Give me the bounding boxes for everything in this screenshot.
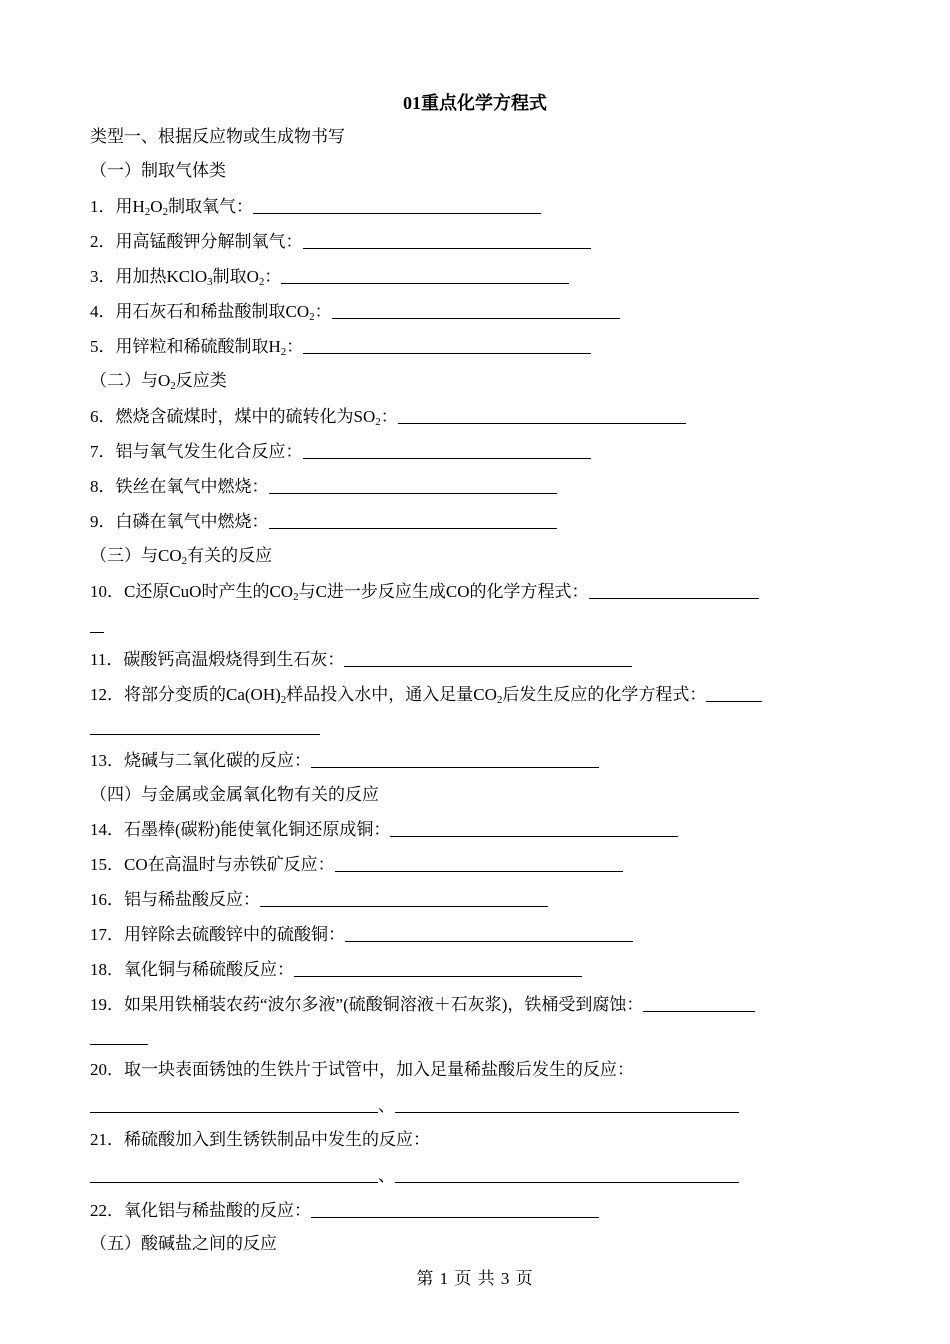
answer-blank[interactable] [90,1092,378,1113]
answer-blank[interactable] [311,1197,599,1218]
question-20-answers: 、 [90,1092,865,1119]
answer-blank[interactable] [269,508,557,529]
page-title: 01重点化学方程式 [403,93,547,113]
question-11: 11．碳酸钙高温煅烧得到生石灰： [90,646,865,673]
answer-blank[interactable] [311,747,599,768]
type-heading: 类型一、根据反应物或生成物书写 [90,127,345,146]
answer-blank[interactable] [706,681,762,702]
answer-blank[interactable] [90,612,104,633]
section-heading-5: （五）酸碱盐之间的反应 [90,1234,277,1253]
question-1: 1．用$H_2O_2$制取氧气： [90,193,865,225]
answer-blank[interactable] [269,473,557,494]
question-13: 13．烧碱与二氧化碳的反应： [90,747,865,774]
page-footer: 第 1 页 共 3 页 [416,1269,534,1288]
section-heading-1: （一）制取气体类 [90,161,226,180]
answer-blank[interactable] [643,991,755,1012]
answer-blank[interactable] [332,298,620,319]
question-18: 18．氧化铜与稀硫酸反应： [90,956,865,983]
question-20: 20．取一块表面锈蚀的生铁片于试管中，加入足量稀盐酸后发生的反应： [90,1060,634,1079]
section-heading-4: （四）与金属或金属氧化物有关的反应 [90,785,379,804]
answer-blank[interactable] [90,714,320,735]
answer-blank[interactable] [395,1162,739,1183]
question-6: 6．燃烧含硫煤时，煤中的硫转化为$SO_2$： [90,403,865,435]
answer-blank[interactable] [589,578,759,599]
answer-blank[interactable] [260,886,548,907]
question-4: 4．用石灰石和稀盐酸制取$CO_2$： [90,298,865,330]
question-12-continuation [90,714,865,741]
answer-blank[interactable] [281,263,569,284]
answer-blank[interactable] [303,438,591,459]
answer-blank[interactable] [253,193,541,214]
question-8: 8．铁丝在氧气中燃烧： [90,473,865,500]
question-17: 17．用锌除去硫酸锌中的硫酸铜： [90,921,865,948]
section-heading-2: （二）与$O_2$反应类 [90,371,227,392]
question-19: 19．如果用铁桶装农药“波尔多液”(硫酸铜溶液＋石灰浆)，铁桶受到腐蚀： [90,991,865,1018]
question-15: 15．CO在高温时与赤铁矿反应： [90,851,865,878]
answer-blank[interactable] [390,816,678,837]
question-16: 16．铝与稀盐酸反应： [90,886,865,913]
answer-blank[interactable] [90,1162,378,1183]
question-21-answers: 、 [90,1162,865,1189]
question-19-continuation [90,1024,865,1051]
answer-blank[interactable] [303,333,591,354]
question-9: 9．白磷在氧气中燃烧： [90,508,865,535]
question-2: 2．用高锰酸钾分解制氧气： [90,228,865,255]
question-14: 14．石墨棒(碳粉)能使氧化铜还原成铜： [90,816,865,843]
question-10-continuation [90,612,865,639]
question-5: 5．用锌粒和稀硫酸制取$H_2$： [90,333,865,365]
answer-blank[interactable] [294,956,582,977]
answer-blank[interactable] [303,228,591,249]
question-22: 22．氧化铝与稀盐酸的反应： [90,1197,865,1224]
answer-blank[interactable] [90,1024,148,1045]
answer-blank[interactable] [395,1092,739,1113]
question-3: 3．用加热KClO$_3$制取$O_2$： [90,263,865,295]
question-7: 7．铝与氧气发生化合反应： [90,438,865,465]
answer-blank[interactable] [344,646,632,667]
answer-blank[interactable] [345,921,633,942]
section-heading-3: （三）与$CO_2$有关的反应 [90,546,273,567]
question-21: 21．稀硫酸加入到生锈铁制品中发生的反应： [90,1130,430,1149]
answer-blank[interactable] [398,403,686,424]
question-10: 10．C还原CuO时产生的$CO_2$与C进一步反应生成CO的化学方程式： [90,578,865,610]
question-12: 12．将部分变质的$Ca(OH)_2$样品投入水中，通入足量$CO_2$后发生反应的化学方程式： [90,681,865,713]
answer-blank[interactable] [335,851,623,872]
